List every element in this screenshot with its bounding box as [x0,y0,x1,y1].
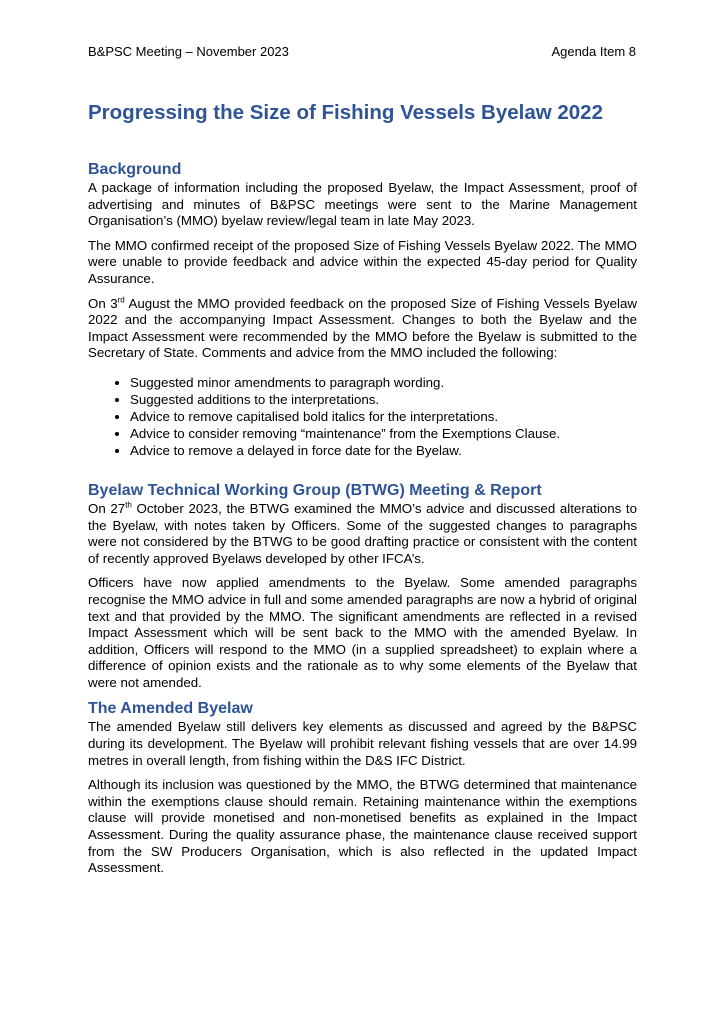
list-item: • Suggested minor amendments to paragraph wording. [130,374,637,391]
background-paragraph-3 [88,296,637,362]
amended-paragraph-2: Although its inclusion was questioned by the MMO, the BTWG determined that maintenance within the exemptions clause should remain. Retaining maintenance within the exemptions clause will provide monetised and non-monetised benefits as explained in the Impact Assessment. During the quality assurance phase, the maintenance clause received support from the SW Producers Organisation, which is also reflected in the updated Impact Assessment. [88,777,637,876]
btwg-paragraph-2: Officers have now applied amendments to the Byelaw. Some amended paragraphs recognise the MMO advice in full and some amended paragraphs are now a hybrid of original text and that provided by the MMO. The significant amendments are reflected in a revised Impact Assessment which will be sent back to the MMO with the amended Byelaw. In addition, Officers will respond to the MMO (in a supplied spreadsheet) to explain where a difference of opinion exists and the rationale as to why some elements of the Byelaw that were not amended. [88,575,637,690]
btwg-p1-pre: On 27 [88,500,126,516]
section-background [88,160,637,459]
header-agenda-item: Agenda Item 8 [551,44,636,59]
background-paragraph-2: The MMO confirmed receipt of the proposed Size of Fishing Vessels Byelaw 2022. The MMO were unable to provide feedback and advice within the expected 45-day period for Quality Assurance. [88,237,637,286]
btwg-p1-superscript: th [125,500,132,510]
list-item: • Advice to remove capitalised bold italics for the interpretations. [130,408,637,425]
heading-amended-byelaw: The Amended Byelaw [88,700,253,718]
heading-background: Background [88,161,182,178]
list-item: • Suggested additions to the interpretations. [130,391,637,408]
header-meeting-label: B&PSC Meeting – November 2023 [88,44,289,59]
p3-pre: On 3 [88,295,118,311]
background-paragraph-1: A package of information including the proposed Byelaw, the Impact Assessment, proof of advertising and minutes of B&PSC meetings were sent to the Marine Management Organisation’s (MMO) byelaw review/legal team in late May 2023. [88,180,637,229]
section-btwg [88,481,637,692]
p3-post: August the MMO provided feedback on the proposed Size of Fishing Vessels Byelaw 2022 and the accompanying Impact Assessment. Changes to both the Byelaw and the Impact Assessment were recommended by the MMO before the Byelaw is submitted to the Secretary of State. Comments and advice from the MMO included the following: [88,295,638,361]
list-item: • Advice to remove a delayed in force date for the Byelaw. [130,442,637,459]
page-header [88,44,636,60]
btwg-paragraph-1 [88,501,637,567]
heading-btwg: Byelaw Technical Working Group (BTWG) Meeting & Report [88,481,542,499]
section-amended-byelaw [88,699,637,876]
btwg-p1-post: October 2023, the BTWG examined the MMO’s advice and discussed alterations to the Byelaw, with notes taken by Officers. Some of the suggested changes to paragraphs were not considered by the BTWG to be good drafting practice or consistent with the content of recently approved Byelaws developed by other IFCA’s. [88,500,637,566]
document-title: Progressing the Size of Fishing Vessels Byelaw 2022 [88,101,603,124]
document-body [88,100,637,885]
amended-paragraph-1: The amended Byelaw still delivers key elements as discussed and agreed by the B&PSC during its development. The Byelaw will prohibit relevant fishing vessels that are over 14.99 metres in overall length, from fishing within the D&S IFC District. [88,719,637,768]
mmo-advice-list [88,374,637,459]
p3-superscript: rd [117,295,125,305]
list-item: • Advice to consider removing “maintenance” from the Exemptions Clause. [130,425,637,442]
